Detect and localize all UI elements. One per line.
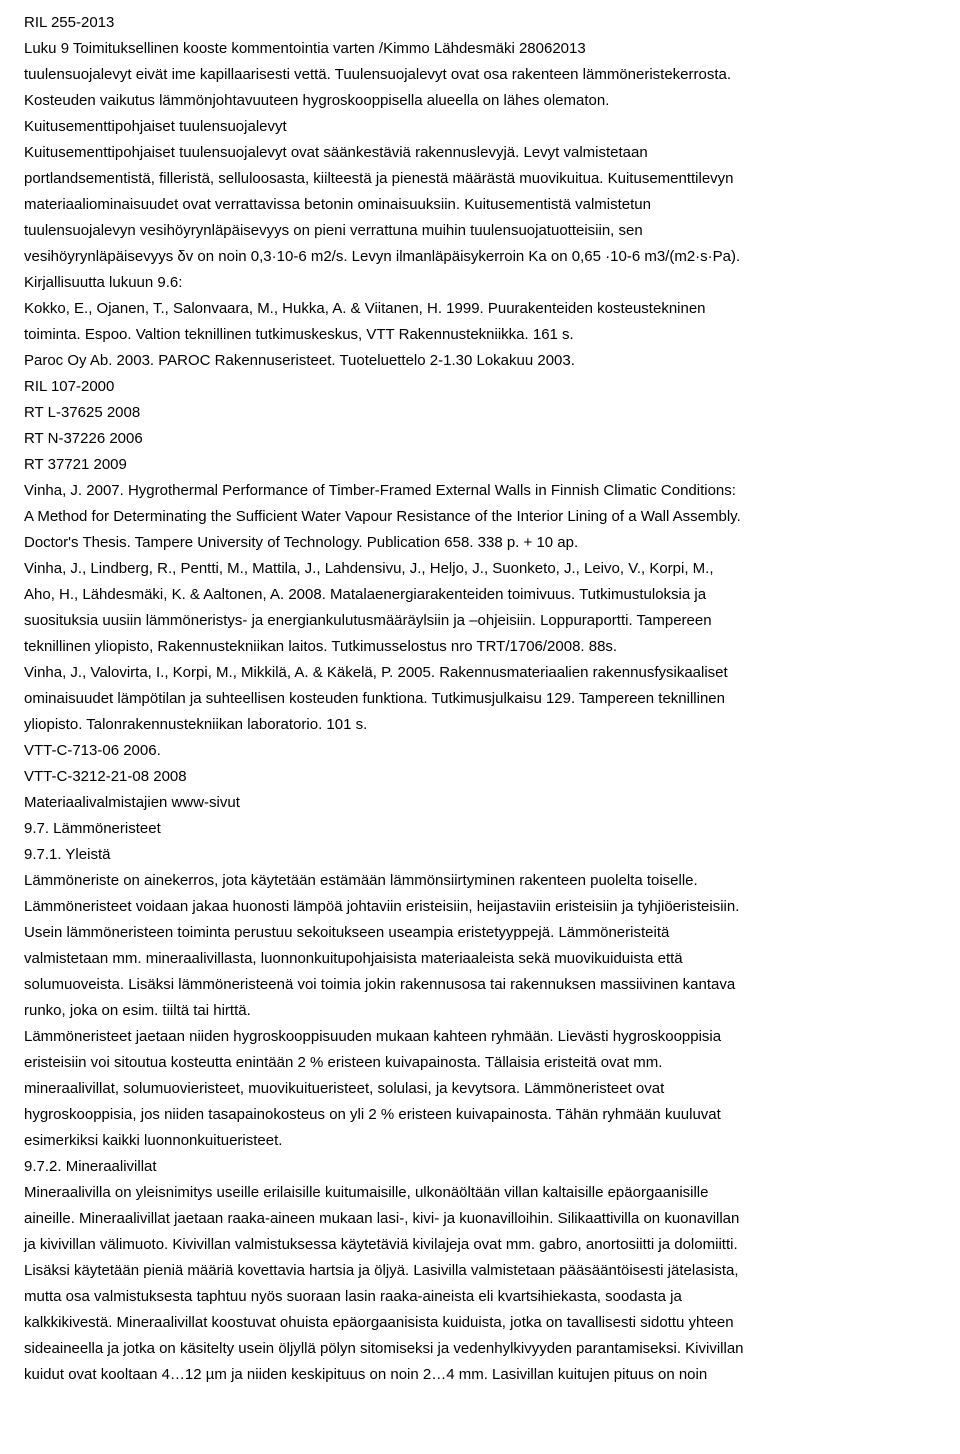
line: Aho, H., Lähdesmäki, K. & Aaltonen, A. 2008. Matalaenergiarakenteiden toimivuus. Tutkimustuloksia ja xyxy=(24,586,707,603)
line: RT L-37625 2008 xyxy=(24,404,141,421)
line: Kosteuden vaikutus lämmönjohtavuuteen hygroskooppisella alueella on lähes olematon. xyxy=(24,92,610,109)
line: Kokko, E., Ojanen, T., Salonvaara, M., Hukka, A. & Viitanen, H. 1999. Puurakenteiden kosteustekninen xyxy=(24,300,706,317)
line: vesihöyrynläpäisevyys δv on noin 0,3·10-6 m2/s. Levyn ilmanläpäisykerroin Ka on 0,65 ·10-6 m3/(m2·s·Pa). xyxy=(24,248,741,265)
line: materiaaliominaisuudet ovat verrattavissa betonin ominaisuuksiin. Kuitusementistä valmistetun xyxy=(24,196,651,213)
line: Lämmöneristeet jaetaan niiden hygroskooppisuuden mukaan kahteen ryhmään. Lievästi hygroskooppisia xyxy=(24,1028,722,1045)
line: Materiaalivalmistajien www-sivut xyxy=(24,794,240,811)
line: Vinha, J., Valovirta, I., Korpi, M., Mikkilä, A. & Käkelä, P. 2005. Rakennusmateriaalien rakennusfysikaaliset xyxy=(24,664,728,681)
line: teknillinen yliopisto, Rakennustekniikan laitos. Tutkimusselostus nro TRT/1706/2008. 88s. xyxy=(24,638,618,655)
line: A Method for Determinating the Sufficient Water Vapour Resistance of the Interior Lining of a Wall Assembly. xyxy=(24,508,741,525)
line: sideaineella ja jotka on käsitelty usein öljyllä pölyn sitomiseksi ja vedenhylkivyyden parantamiseksi. Kivivillan xyxy=(24,1340,744,1357)
line: 9.7. Lämmöneristeet xyxy=(24,820,161,837)
line: ja kivivillan välimuoto. Kivivillan valmistuksessa käytetäviä kivilajeja ovat mm. gabro, anortosiitti ja dolomiitti. xyxy=(24,1236,738,1253)
line: Kuitusementtipohjaiset tuulensuojalevyt xyxy=(24,118,287,135)
line: tuulensuojalevyn vesihöyrynläpäisevyys on pieni verrattuna muihin tuulensuojatuotteisiin, sen xyxy=(24,222,643,239)
line: tuulensuojalevyt eivät ime kapillaarisesti vettä. Tuulensuojalevyt ovat osa rakenteen lämmöneristekerrosta. xyxy=(24,66,732,83)
line: Paroc Oy Ab. 2003. PAROC Rakennuseristeet. Tuoteluettelo 2-1.30 Lokakuu 2003. xyxy=(24,352,575,369)
line: Luku 9 Toimituksellinen kooste kommentointia varten /Kimmo Lähdesmäki 28062013 xyxy=(24,40,586,57)
line: RIL 255-2013 xyxy=(24,14,115,31)
line: esimerkiksi kaikki luonnonkuitueristeet. xyxy=(24,1132,283,1149)
line: Kuitusementtipohjaiset tuulensuojalevyt ovat säänkestäviä rakennuslevyjä. Levyt valmistetaan xyxy=(24,144,648,161)
line: Lämmöneristeet voidaan jakaa huonosti lämpöä johtaviin eristeisiin, heijastaviin eristeisiin ja tyhjiöeristeisiin. xyxy=(24,898,740,915)
line: Mineraalivilla on yleisnimitys useille erilaisille kuitumaisille, ulkonäöltään villan kaltaisille epäorgaanisille xyxy=(24,1184,709,1201)
line: 9.7.1. Yleistä xyxy=(24,846,111,863)
line: Kirjallisuutta lukuun 9.6: xyxy=(24,274,183,291)
line: Vinha, J. 2007. Hygrothermal Performance of Timber-Framed External Walls in Finnish Climatic Conditions: xyxy=(24,482,736,499)
line: suosituksia uusiin lämmöneristys- ja energiankulutusmääräylsiin ja –ohjeisiin. Loppuraportti. Tampereen xyxy=(24,612,712,629)
line: Doctor's Thesis. Tampere University of Technology. Publication 658. 338 p. + 10 ap. xyxy=(24,534,579,551)
line: Vinha, J., Lindberg, R., Pentti, M., Mattila, J., Lahdensivu, J., Heljo, J., Suonketo, J., Leivo, V., Korpi, M., xyxy=(24,560,714,577)
line: toiminta. Espoo. Valtion teknillinen tutkimuskeskus, VTT Rakennustekniikka. 161 s. xyxy=(24,326,574,343)
line: runko, joka on esim. tiiltä tai hirttä. xyxy=(24,1002,251,1019)
line: VTT-C-3212-21-08 2008 xyxy=(24,768,187,785)
line: Lämmöneriste on ainekerros, jota käytetään estämään lämmönsiirtyminen rakenteen puolelta toiselle. xyxy=(24,872,698,889)
line: 9.7.2. Mineraalivillat xyxy=(24,1158,157,1175)
line: mutta osa valmistuksesta taphtuu nyös suoraan lasin raaka-aineista eli kvartsihiekasta, soodasta ja xyxy=(24,1288,682,1305)
line: kalkkikivestä. Mineraalivillat koostuvat ohuista epäorgaanisista kuiduista, jotka on tavallisesti sidottu yhteen xyxy=(24,1314,734,1331)
line: solumuoveista. Lisäksi lämmöneristeenä voi toimia jokin rakennusosa tai rakennuksen massiivinen kantava xyxy=(24,976,736,993)
line: mineraalivillat, solumuovieristeet, muovikuitueristeet, solulasi, ja kevytsora. Lämmöneristeet ovat xyxy=(24,1080,665,1097)
line: eristeisiin voi sitoutua kosteutta enintään 2 % eristeen kuivapainosta. Tällaisia eristeitä ovat mm. xyxy=(24,1054,663,1071)
line: aineille. Mineraalivillat jaetaan raaka-aineen mukaan lasi-, kivi- ja kuonavilloihin. Silikaattivilla on kuonavillan xyxy=(24,1210,740,1227)
line: valmistetaan mm. mineraalivillasta, luonnonkuitupohjaisista materiaaleista sekä muovikuiduista että xyxy=(24,950,683,967)
line: RIL 107-2000 xyxy=(24,378,115,395)
line: kuidut ovat kooltaan 4…12 µm ja niiden keskipituus on noin 2…4 mm. Lasivillan kuitujen pituus on noin xyxy=(24,1366,708,1383)
line: VTT-C-713-06 2006. xyxy=(24,742,161,759)
line: RT 37721 2009 xyxy=(24,456,127,473)
line: yliopisto. Talonrakennustekniikan laboratorio. 101 s. xyxy=(24,716,368,733)
line: Usein lämmöneristeen toiminta perustuu sekoitukseen useampia eristetyyppejä. Lämmöneristeitä xyxy=(24,924,670,941)
line: ominaisuudet lämpötilan ja suhteellisen kosteuden funktiona. Tutkimusjulkaisu 129. Tampereen teknillinen xyxy=(24,690,725,707)
line: Lisäksi käytetään pieniä määriä kovettavia hartsia ja öljyä. Lasivilla valmistetaan pääsääntöisesti jätelasista, xyxy=(24,1262,739,1279)
line: hygroskooppisia, jos niiden tasapainokosteus on yli 2 % eristeen kuivapainosta. Tähän ryhmään kuuluvat xyxy=(24,1106,721,1123)
line: portlandsementistä, filleristä, selluloosasta, kiilteestä ja pienestä määrästä muovikuitua. Kuitusementtilevyn xyxy=(24,170,734,187)
line: RT N-37226 2006 xyxy=(24,430,143,447)
